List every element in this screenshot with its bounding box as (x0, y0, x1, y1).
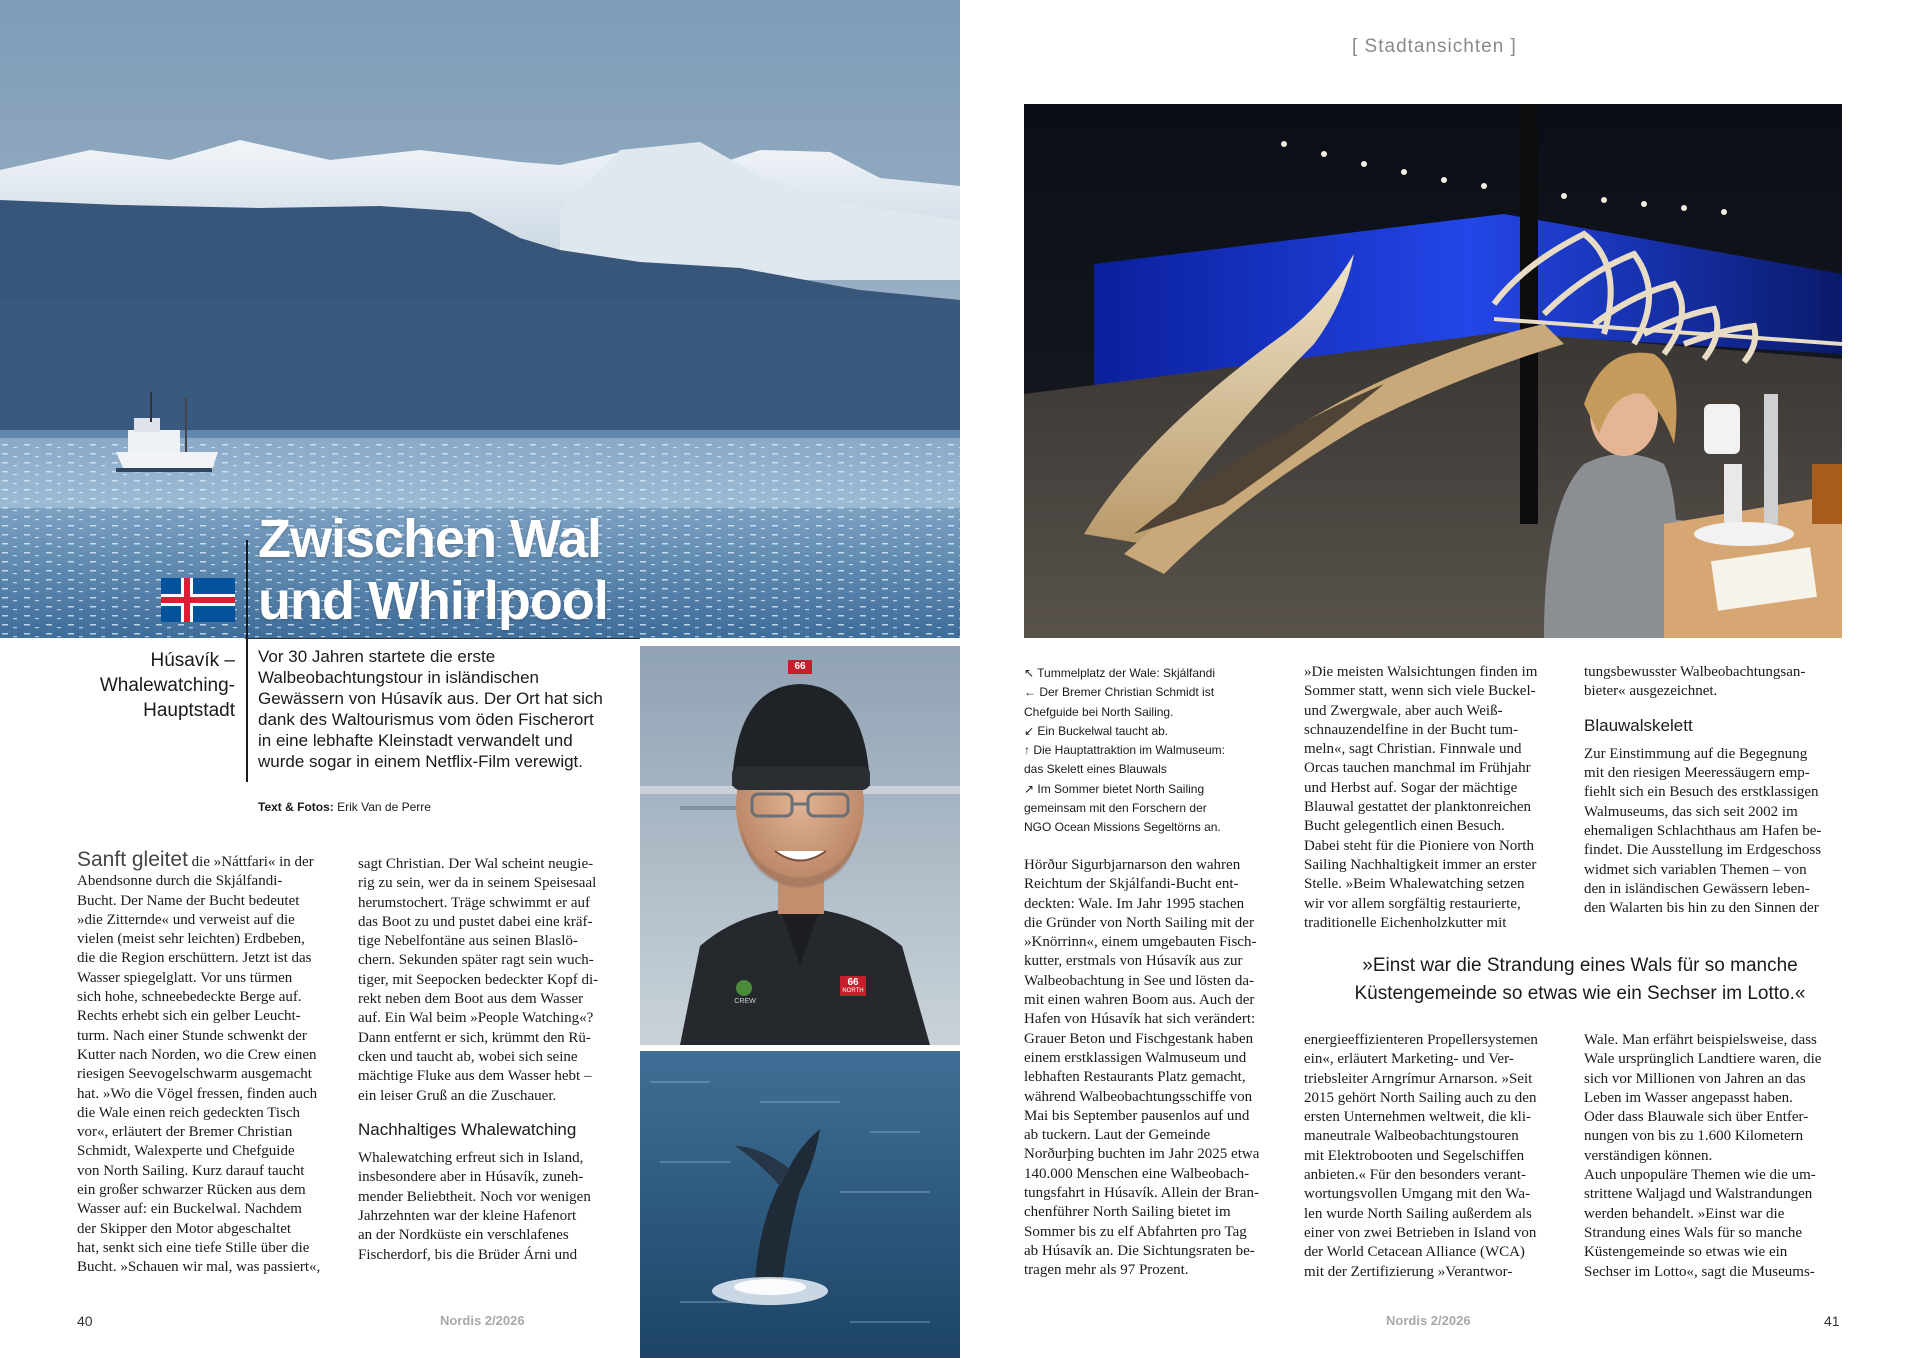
pull-quote (1290, 952, 1870, 1008)
caption-line: Chefguide bei North Sailing. (1024, 704, 1174, 719)
column-line: Blauwal gestattet der planktonreichen (1304, 799, 1531, 816)
column-line: Jahrzehnten war der kleine Hafenort (358, 1208, 577, 1225)
column-line: Mai bis September pausenlos auf und (1024, 1107, 1250, 1124)
column-line: Zur Einstimmung auf die Begegnung (1584, 745, 1808, 762)
column-line: Wale. Man erfährt beispielsweise, dass (1584, 1032, 1817, 1048)
column-line: Bucht gelegentlich einen Besuch. (1304, 818, 1505, 835)
page-number-left: 40 (77, 1313, 93, 1329)
body-column-4-top (1304, 663, 1569, 933)
column-line: lebhaften Restaurants Platz gemacht, (1024, 1069, 1246, 1086)
body-column-4-bottom (1304, 1031, 1569, 1282)
column-line: Wasser spiegelglatt. Vor uns türmen (77, 969, 293, 986)
column-line: »Knörrinn«, einem umgebauten Fisch- (1024, 934, 1257, 951)
column-line: einem erstklassigen Walmuseum und (1024, 1049, 1247, 1066)
column-line: einer von zwei Betrieben in Island von (1304, 1224, 1537, 1241)
column-line: len wurde North Sailing außerdem als (1304, 1205, 1532, 1222)
column-line: von North Sailing. Kurz darauf taucht (77, 1162, 305, 1179)
column-line: energieeffizienteren Propellersystemen (1304, 1032, 1538, 1048)
column-line: Stelle. »Beim Whalewatching setzen (1304, 876, 1525, 893)
column-line: tige Nebelfontäne aus seinen Blaslö- (358, 933, 578, 950)
column-line: herumstochert. Träge schwimmt er auf (358, 894, 591, 911)
column-line: die Gründer von North Sailing mit der (1024, 914, 1254, 931)
column-line: 2015 gehört North Sailing auch zu den (1304, 1089, 1537, 1106)
column-line: anbieten.« Für den besonders verant- (1304, 1167, 1527, 1184)
column-line: maneutrale Walbeobachtungstouren (1304, 1128, 1519, 1145)
column-line: Sechser im Lotto«, sagt die Museums- (1584, 1263, 1815, 1280)
column-line: wir vor allem sorgfältig restaurierte, (1304, 895, 1521, 912)
column-line: Reichtum der Skjálfandi-Bucht ent- (1024, 876, 1239, 893)
column-line: mit Elektrobooten und Segelschiffen (1304, 1147, 1525, 1164)
column-line: fiehlt sich ein Besuch des erstklassigen (1584, 784, 1819, 801)
subtitle-line: Húsavík – (150, 650, 235, 671)
column-line: Sailing Nachhaltigkeit immer an erster (1304, 856, 1537, 873)
column-line: ein großer schwarzer Rücken aus dem (77, 1182, 306, 1199)
lead-line: wurde sogar in einem Netflix-Film verewigt. (258, 752, 583, 771)
column-line: bieter« ausgezeichnet. (1584, 683, 1718, 700)
column-line: ab tuckern. Laut der Gemeinde (1024, 1127, 1211, 1144)
column-line: 140.000 Menschen eine Walbeobach- (1024, 1165, 1250, 1182)
jacket-logo: 66 (847, 977, 859, 988)
column-line: sich vor Millionen von Jahren an das (1584, 1070, 1806, 1087)
column-line: ersten Unternehmen weltweit, die kli- (1304, 1109, 1532, 1126)
column-line: ein«, erläutert Marketing- und Ver- (1304, 1051, 1514, 1068)
lead-line: in eine lebhafte Kleinstadt verwandelt und (258, 731, 573, 750)
caption-line: ↑ Die Hauptattraktion im Walmuseum: (1024, 743, 1225, 758)
column-line: mender Beliebtheit. Noch vor wenigen (358, 1188, 591, 1205)
magazine-issue-left: Nordis 2/2026 (440, 1313, 525, 1328)
column-line: Küstengemeinde so etwas wie ein (1584, 1244, 1788, 1261)
subtitle-line: Whalewatching- (99, 675, 235, 696)
column-line: Leben im Wasser angepasst haben. (1584, 1089, 1793, 1106)
column-line: während Walbeobachtungsschiffe von (1024, 1088, 1253, 1105)
column-line: verständigen können. (1584, 1147, 1713, 1164)
column-line: Whalewatching erfreut sich in Island, (358, 1150, 584, 1167)
byline-label: Text & Fotos: (258, 800, 334, 814)
column-line: den Walarten bis hin zu den Sinnen der (1584, 900, 1819, 917)
pull-quote-line: »Einst war die Strandung eines Wals für so manche (1362, 955, 1798, 976)
column-line: Kutter nach Norden, wo die Crew einen (77, 1046, 317, 1063)
jacket-logo-sub: NORTH (842, 988, 864, 994)
lead-line: Walbeobachtungstour in isländischen (258, 668, 539, 687)
column-line: Fischerdorf, bis die Brüder Árni und (358, 1246, 578, 1263)
byline-author: Erik Van de Perre (337, 800, 431, 814)
column-line: cken und taucht ab, wobei sich seine (358, 1048, 578, 1065)
whale-tail-photo (640, 1051, 960, 1358)
column-line: ab Húsavík an. Die Sichtungsraten be- (1024, 1242, 1255, 1259)
photo-captions (1024, 664, 1269, 838)
column-line: Sommer statt, wenn sich viele Buckel- (1304, 683, 1536, 700)
portrait-photo-guide (640, 646, 960, 1045)
column-line: Rechts erhebt sich ein gelber Leucht- (77, 1008, 301, 1025)
dropin-text: Sanft gleitet (77, 848, 188, 871)
lead-line: Vor 30 Jahren startete die erste (258, 647, 496, 666)
caption-line: gemeinsam mit den Forschern der (1024, 801, 1207, 816)
column-line: Norðurþing buchten im Jahr 2025 etwa (1024, 1146, 1260, 1163)
column-line: hat. »Wo die Vögel fressen, finden auch (77, 1085, 318, 1102)
column-line: strittene Waljagd und Walstrandungen (1584, 1186, 1813, 1203)
column-line: Oder dass Blauwale sich über Entfer- (1584, 1109, 1809, 1126)
column-line: mit einen wahren Boom aus. Auch der (1024, 992, 1255, 1009)
caption-line: ← Der Bremer Christian Schmidt ist (1024, 685, 1215, 700)
column-line: tragen mehr als 97 Prozent. (1024, 1262, 1189, 1279)
column-line: Sommer bis zu elf Abfahrten pro Tag (1024, 1223, 1247, 1240)
column-line: kutter, erstmals von Húsavík aus zur (1024, 953, 1243, 970)
body-column-1 (77, 850, 332, 1278)
column-line (77, 850, 332, 872)
section-subhead: Blauwalskelett (1584, 715, 1693, 735)
byline (258, 800, 431, 814)
column-line: sagt Christian. Der Wal scheint neugie- (358, 856, 594, 872)
caption-line: ↗ Im Sommer bietet North Sailing (1024, 781, 1205, 796)
section-header-right: [ Stadtansichten ] (1352, 36, 1517, 57)
column-line: Strandung eines Wals für so manche (1584, 1224, 1803, 1241)
body-column-2 (358, 855, 623, 1265)
column-line: mächtige Fluke aus dem Wasser hebt – (358, 1068, 592, 1085)
column-line: der World Cetacean Alliance (WCA) (1304, 1244, 1525, 1261)
column-line: deckten: Wale. Im Jahr 1995 stachen (1024, 895, 1245, 912)
column-line: und Zwergwale, aber auch Weiß- (1304, 702, 1503, 719)
column-line: traditionelle Eichenholzkutter mit (1304, 914, 1507, 931)
pull-quote-line: Küstengemeinde so etwas wie ein Sechser im Lotto.« (1354, 983, 1806, 1004)
column-line: Wasser auf: ein Buckelwal. Nachdem (77, 1201, 302, 1218)
column-line: sich hohe, schneebedeckte Berge auf. (77, 989, 302, 1006)
column-line: Bucht. Der Name der Bucht bedeutet (77, 892, 300, 909)
column-line: rig zu sein, wer da in seinem Speisesaal (358, 875, 597, 892)
column-line: ehemaligen Schlachthaus am Hafen be- (1584, 823, 1822, 840)
column-line: Wale ursprünglich Landtiere waren, die (1584, 1051, 1822, 1068)
column-line: widmet sich variablen Themen – von (1584, 861, 1807, 878)
column-line: Hörður Sigurbjarnarson den wahren (1024, 857, 1241, 873)
body-column-5-bottom (1584, 1031, 1854, 1282)
column-line: tungsfahrt in Húsavík. Allein der Bran- (1024, 1185, 1259, 1202)
column-line: Walmuseums, das sich seit 2002 im (1584, 803, 1798, 820)
column-line: tiger, mit Seepocken bedeckter Kopf di- (358, 971, 599, 988)
subtitle-line: Hauptstadt (143, 700, 235, 721)
column-line: riesigen Seevogelschwarm ausgemacht (77, 1066, 312, 1083)
column-line: vielen (meist sehr leichten) Erdbeben, (77, 931, 305, 948)
column-line: »die Zitternde« und verweist auf die (77, 911, 295, 928)
caption-line: das Skelett eines Blauwals (1024, 762, 1167, 777)
crew-badge-label: CREW (734, 998, 756, 1005)
page-number-right: 41 (1824, 1313, 1840, 1329)
column-line: mit der Zertifizierung »Verantwor- (1304, 1263, 1513, 1280)
column-line: Dann entfernt er sich, krümmt den Rü- (358, 1029, 591, 1046)
column-line: Dabei steht für die Pioniere von North (1304, 837, 1534, 854)
column-line: chenführer North Sailing bietet im (1024, 1204, 1231, 1221)
column-line: chern. Sekunden später ragt sein wuch- (358, 952, 594, 969)
section-subhead: Nachhaltiges Whalewatching (358, 1119, 577, 1139)
lead-line: Gewässern von Húsavík aus. Der Ort hat sich (258, 689, 603, 708)
column-line: triebsleiter Arngrímur Arnarson. »Seit (1304, 1070, 1533, 1087)
body-column-3 (1024, 856, 1286, 1281)
museum-photo-blue-whale-skeleton (1024, 104, 1842, 638)
article-title-line-1: Zwischen Wal (258, 509, 602, 569)
column-line: meln«, sagt Christian. Finnwale und (1304, 741, 1522, 758)
iceland-flag-icon (161, 578, 235, 622)
column-line: schnauzendelfine in der Bucht tum- (1304, 721, 1519, 738)
column-line: der Skipper den Motor abgeschaltet (77, 1220, 292, 1237)
column-line: das Boot zu und pustet dabei eine kräf- (358, 913, 593, 930)
column-line: den in isländischen Gewässern leben- (1584, 880, 1810, 897)
column-line: mit den riesigen Meeressäugern emp- (1584, 765, 1810, 782)
magazine-issue-right: Nordis 2/2026 (1386, 1313, 1471, 1328)
column-line: tungsbewusster Walbeobachtungsan- (1584, 664, 1806, 680)
lead-line: dank des Waltourismus vom öden Fischerort (258, 710, 594, 729)
column-line: vor«, erläutert der Bremer Christian (77, 1124, 293, 1141)
column-line: und Herbst auf. Sogar der mächtige (1304, 779, 1518, 796)
column-line: ein leiser Gruß an die Zuschauer. (358, 1087, 557, 1104)
body-column-5-top (1584, 663, 1854, 919)
column-line: Schmidt, Walexperte und Chefguide (77, 1143, 295, 1160)
article-lead (258, 646, 618, 772)
column-line: die die Region erschüttern. Jetzt ist das (77, 950, 312, 967)
column-line: Auch unpopuläre Themen wie die um- (1584, 1167, 1816, 1184)
column-line: rekt neben dem Boot aus dem Wasser (358, 991, 584, 1008)
caption-line: NGO Ocean Missions Segeltörns an. (1024, 820, 1221, 835)
caption-line: ↙ Ein Buckelwal taucht ab. (1024, 723, 1169, 738)
column-line: Orcas tauchen manchmal im Frühjahr (1304, 760, 1531, 777)
column-line: Hafen von Húsavík hat sich verändert: (1024, 1011, 1256, 1028)
title-divider-vertical (246, 540, 248, 782)
column-line: nungen von bis zu 1.600 Kilometern (1584, 1128, 1804, 1145)
column-line: insbesondere aber in Húsavík, zuneh- (358, 1169, 584, 1186)
column-line: Grauer Beton und Fischgestank haben (1024, 1030, 1254, 1047)
column-line: »Die meisten Walsichtungen finden im (1304, 664, 1538, 680)
column-line: wortungsvollen Umgang mit den Wa- (1304, 1186, 1530, 1203)
beanie-logo: 66 (788, 660, 812, 674)
column-line: turm. Nach einer Stunde schwenkt der (77, 1027, 307, 1044)
column-line: auf. Ein Wal beim »People Watching«? (358, 1010, 594, 1027)
column-line-text: die »Náttfari« in der (187, 854, 314, 870)
column-line: die Wale einen reich gedeckten Tisch (77, 1104, 301, 1121)
caption-line: ↖ Tummelplatz der Wale: Skjálfandi (1024, 666, 1216, 680)
article-title-line-2: und Whirlpool (258, 571, 608, 631)
column-line: an der Nordküste ein verschlafenes (358, 1227, 569, 1244)
column-line: werden behandelt. »Einst war die (1584, 1205, 1785, 1222)
column-line: Walbeobachtung in See und lösten da- (1024, 972, 1254, 989)
column-line: findet. Die Ausstellung im Erdgeschoss (1584, 842, 1822, 859)
column-line: Bucht. »Schauen wir mal, was passiert«, (77, 1259, 321, 1276)
title-divider-horizontal (245, 638, 640, 639)
column-line: hat, senkt sich eine tiefe Stille über die (77, 1239, 310, 1256)
column-line: Abendsonne durch die Skjálfandi- (77, 873, 283, 890)
article-subtitle (40, 648, 235, 723)
